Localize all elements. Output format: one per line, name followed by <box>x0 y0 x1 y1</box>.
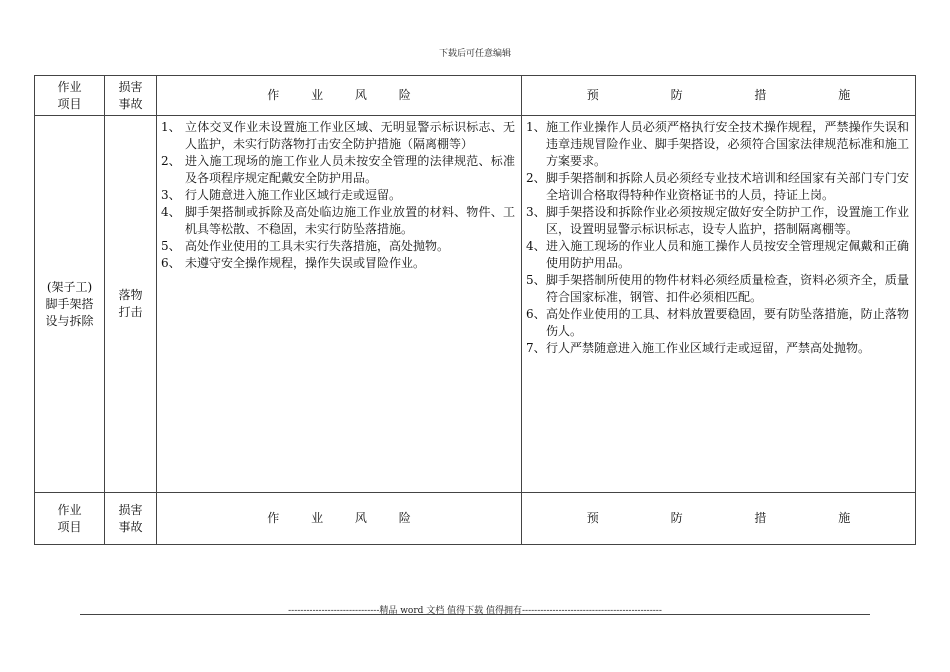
header-accident-line: 损害 <box>118 79 143 94</box>
header-measures <box>522 493 916 545</box>
measure-item <box>526 204 909 238</box>
header-risk-char: 业 <box>311 511 324 525</box>
measure-text: 脚手架搭设和拆除作业必须按规定做好安全防护工作，设置施工作业区，设置明显警示标识标志，设专人监护，搭制隔离棚等。 <box>546 205 909 236</box>
work-item-line: 设与拆除 <box>45 313 94 328</box>
measure-text: 施工作业操作人员必须严格执行安全技术操作规程，严禁操作失误和违章违规冒险作业、脚手架搭设，必须符合国家法律规范标准和施工方案要求。 <box>546 120 909 168</box>
measure-number: 6、 <box>526 307 546 321</box>
accident-cell <box>105 116 157 493</box>
header-risk-char: 风 <box>354 511 367 525</box>
header-risk-char: 风 <box>354 88 367 102</box>
accident-line: 打击 <box>118 305 143 319</box>
header-work-item-line: 作业 <box>57 502 82 517</box>
header-risk-char: 业 <box>311 88 324 102</box>
header-row-bottom <box>35 493 916 545</box>
header-measures-char: 措 <box>754 511 767 525</box>
header-measures-char: 施 <box>838 88 851 102</box>
measure-text: 进入施工现场的作业人员和施工操作人员按安全管理规定佩戴和正确使用防护用品。 <box>546 239 909 270</box>
measure-item <box>526 119 909 170</box>
header-accident-line: 损害 <box>118 502 143 517</box>
content-row <box>35 116 916 493</box>
measures-list-cell <box>522 116 916 493</box>
header-risk <box>157 76 522 116</box>
measure-item <box>526 306 909 340</box>
measure-item <box>526 272 909 306</box>
footer-note: ------------------------------精品 word 文档 值得下载 值得拥有---------------------------------------------- <box>288 606 662 616</box>
work-item-line: 脚手架搭 <box>45 296 94 311</box>
header-measures-char: 防 <box>670 511 683 525</box>
footer-divider <box>80 614 870 615</box>
measure-number: 5、 <box>526 273 546 287</box>
header-work-item <box>35 493 105 545</box>
header-measures <box>522 76 916 116</box>
risk-item <box>161 238 515 255</box>
header-work-item-line: 作业 <box>57 79 82 94</box>
work-item-line: (架子工) <box>46 279 93 294</box>
header-measures-char: 施 <box>838 511 851 525</box>
risk-number: 5、 <box>161 239 181 253</box>
header-measures-char: 预 <box>586 511 599 525</box>
measure-number: 4、 <box>526 239 546 253</box>
measure-text: 高处作业使用的工具、材料放置要稳固，要有防坠落措施，防止落物伤人。 <box>546 307 909 338</box>
risk-text: 进入施工现场的施工作业人员未按安全管理的法律规范、标准及各项程序规定配戴安全防护用品。 <box>185 154 515 185</box>
risk-table <box>34 75 916 545</box>
header-risk <box>157 493 522 545</box>
measure-text: 脚手架搭制和拆除人员必须经专业技术培训和经国家有关部门专门安全培训合格取得特种作业资格证书的人员，持证上岗。 <box>546 171 909 202</box>
header-measures-char: 措 <box>754 88 767 102</box>
measure-number: 7、 <box>526 341 546 355</box>
header-measures-char: 预 <box>586 88 599 102</box>
risk-text: 高处作业使用的工具未实行失落措施，高处抛物。 <box>185 239 450 253</box>
measure-item <box>526 170 909 204</box>
risk-number: 2、 <box>161 154 181 168</box>
risk-number: 6、 <box>161 256 181 270</box>
measure-number: 2、 <box>526 171 546 185</box>
risk-item <box>161 204 515 238</box>
header-risk-char: 作 <box>267 511 280 525</box>
header-accident-line: 事故 <box>118 96 143 111</box>
header-work-item-line: 项目 <box>57 519 82 534</box>
work-item-cell <box>35 116 105 493</box>
header-work-item <box>35 76 105 116</box>
header-accident <box>105 76 157 116</box>
header-accident <box>105 493 157 545</box>
risk-item <box>161 153 515 187</box>
risk-item <box>161 187 515 204</box>
risk-number: 4、 <box>161 205 181 219</box>
risk-text: 脚手架搭制或拆除及高处临边施工作业放置的材料、物件、工机具等松散、不稳固，未实行防坠落措施。 <box>185 205 515 236</box>
header-measures-char: 防 <box>670 88 683 102</box>
risk-list <box>157 119 521 272</box>
risk-number: 1、 <box>161 120 181 134</box>
header-work-item-line: 项目 <box>57 96 82 111</box>
risk-text: 行人随意进入施工作业区域行走或逗留。 <box>185 188 402 202</box>
measures-list <box>522 119 915 357</box>
measure-number: 3、 <box>526 205 546 219</box>
header-accident-line: 事故 <box>118 519 143 534</box>
top-note: 下载后可任意编辑 <box>438 49 511 59</box>
risk-text: 未遵守安全操作规程，操作失误或冒险作业。 <box>185 256 426 270</box>
header-row-top <box>35 76 916 116</box>
accident-line: 落物 <box>118 288 143 302</box>
risk-text: 立体交叉作业未设置施工作业区域、无明显警示标识标志、无人监护，未实行防落物打击安全防护措施（隔离棚等） <box>185 120 515 151</box>
risk-item <box>161 255 515 272</box>
measure-text: 行人严禁随意进入施工作业区域行走或逗留，严禁高处抛物。 <box>546 341 871 355</box>
risk-number: 3、 <box>161 188 181 202</box>
header-risk-char: 险 <box>398 88 411 102</box>
header-risk-char: 作 <box>267 88 280 102</box>
risk-list-cell <box>157 116 522 493</box>
measure-item <box>526 238 909 272</box>
measure-item <box>526 340 909 357</box>
header-risk-char: 险 <box>398 511 411 525</box>
risk-item <box>161 119 515 153</box>
measure-number: 1、 <box>526 120 546 134</box>
measure-text: 脚手架搭制所使用的物件材料必须经质量检查，资料必须齐全，质量符合国家标准，钢管、扣件必须相匹配。 <box>546 273 909 304</box>
